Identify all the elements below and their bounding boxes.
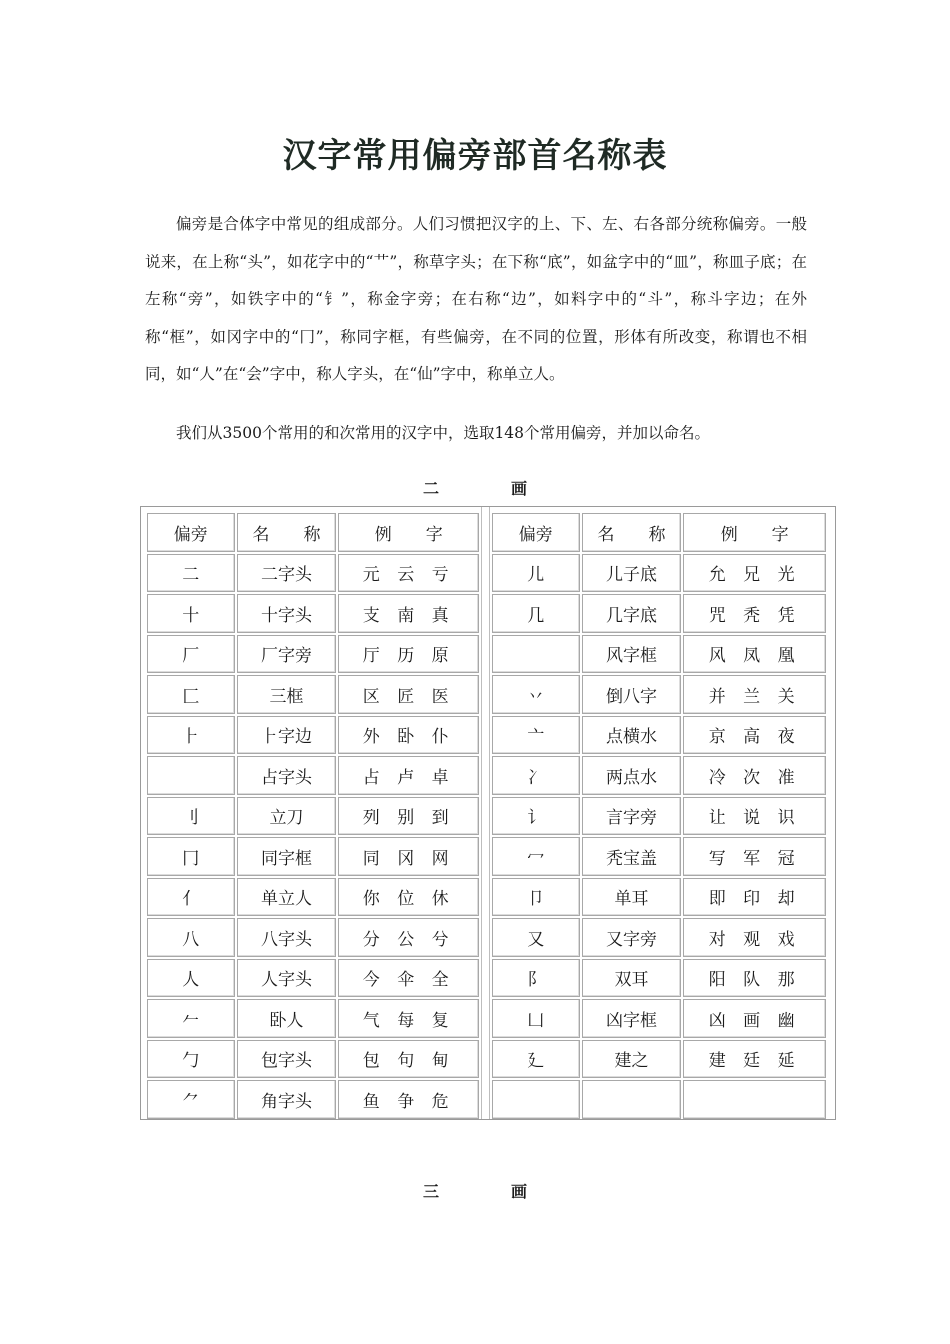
table-row — [492, 635, 826, 674]
table-row — [492, 716, 826, 755]
table-row — [147, 918, 479, 957]
examples-cell: 今 伞 全 — [338, 959, 479, 998]
name-cell: 秃宝盖 — [582, 837, 682, 876]
radical-cell: ⺊ — [147, 716, 235, 755]
radical-cell: 二 — [147, 554, 235, 593]
examples-cell: 同 冈 网 — [338, 837, 479, 876]
examples-cell: 支 南 真 — [338, 594, 479, 633]
table-row — [147, 878, 479, 917]
name-cell: 单立人 — [237, 878, 337, 917]
radical-cell: 人 — [147, 959, 235, 998]
section-heading-three-strokes — [0, 1179, 950, 1202]
examples-cell: 外 卧 仆 — [338, 716, 479, 755]
radical-cell: 讠 — [492, 797, 580, 836]
header-examples: 例 字 — [683, 513, 826, 552]
radical-cell: 勹 — [147, 1040, 235, 1079]
radical-cell: 冂 — [147, 837, 235, 876]
table-row — [147, 1080, 479, 1119]
radical-cell: 儿 — [492, 554, 580, 593]
radical-cell: 八 — [147, 918, 235, 957]
table-row — [492, 999, 826, 1038]
examples-cell: 即 印 却 — [683, 878, 826, 917]
table-row — [492, 959, 826, 998]
table-row — [492, 594, 826, 633]
radical-cell: 又 — [492, 918, 580, 957]
table-header-row — [492, 513, 826, 552]
section-heading-number: 三 — [422, 1182, 439, 1201]
examples-cell: 让 说 识 — [683, 797, 826, 836]
name-cell: 儿子底 — [582, 554, 682, 593]
header-name: 名 称 — [237, 513, 337, 552]
radical-cell: 刂 — [147, 797, 235, 836]
radical-cell: 十 — [147, 594, 235, 633]
radical-cell: 丷 — [492, 675, 580, 714]
radical-table-left — [145, 511, 481, 1115]
examples-cell: 列 别 到 — [338, 797, 479, 836]
table-row — [147, 716, 479, 755]
radical-cell: 亻 — [147, 878, 235, 917]
name-cell — [582, 1080, 682, 1119]
name-cell: 倒八字 — [582, 675, 682, 714]
table-row — [147, 554, 479, 593]
radical-cell: 阝 — [492, 959, 580, 998]
name-cell: 二字头 — [237, 554, 337, 593]
table-row — [492, 554, 826, 593]
name-cell: 十字头 — [237, 594, 337, 633]
table-row — [147, 797, 479, 836]
table-row — [147, 594, 479, 633]
radical-cell: 几 — [492, 594, 580, 633]
table-row — [147, 837, 479, 876]
radical-cell — [147, 756, 235, 795]
examples-cell — [683, 1080, 826, 1119]
name-cell: 单耳 — [582, 878, 682, 917]
section-heading-unit: 画 — [511, 479, 528, 498]
radical-cell: 廴 — [492, 1040, 580, 1079]
table-row — [147, 1040, 479, 1079]
examples-cell: 你 位 休 — [338, 878, 479, 917]
radical-cell: 厂 — [147, 635, 235, 674]
table-row — [492, 918, 826, 957]
examples-cell: 厅 历 原 — [338, 635, 479, 674]
table-header-row — [147, 513, 479, 552]
radical-table-right — [490, 511, 828, 1115]
name-cell: 八字头 — [237, 918, 337, 957]
examples-cell: 凶 画 幽 — [683, 999, 826, 1038]
examples-cell: 京 高 夜 — [683, 716, 826, 755]
examples-cell: 鱼 争 危 — [338, 1080, 479, 1119]
name-cell: 两点水 — [582, 756, 682, 795]
header-radical: 偏旁 — [492, 513, 580, 552]
selection-note: 我们从3500个常用的和次常用的汉字中，选取148个常用偏旁，并加以命名。 — [176, 424, 711, 442]
table-row — [492, 837, 826, 876]
header-examples: 例 字 — [338, 513, 479, 552]
name-cell: 同字框 — [237, 837, 337, 876]
examples-cell: 包 句 甸 — [338, 1040, 479, 1079]
section-heading-two-strokes — [0, 476, 950, 499]
page-title: 汉字常用偏旁部首名称表 — [282, 136, 668, 176]
name-cell: 包字头 — [237, 1040, 337, 1079]
radical-table — [140, 506, 836, 1120]
radical-cell — [492, 635, 580, 674]
header-name: 名 称 — [582, 513, 682, 552]
table-row — [147, 999, 479, 1038]
section-heading-unit: 画 — [511, 1182, 528, 1201]
name-cell: 三框 — [237, 675, 337, 714]
name-cell: 卧人 — [237, 999, 337, 1038]
section-heading-number: 二 — [422, 479, 439, 498]
name-cell: 几字底 — [582, 594, 682, 633]
examples-cell: 分 公 兮 — [338, 918, 479, 957]
table-row — [147, 756, 479, 795]
examples-cell: 写 军 冠 — [683, 837, 826, 876]
table-row — [147, 675, 479, 714]
radical-cell: 凵 — [492, 999, 580, 1038]
name-cell: 人字头 — [237, 959, 337, 998]
table-row — [147, 959, 479, 998]
name-cell: 风字框 — [582, 635, 682, 674]
name-cell: 凶字框 — [582, 999, 682, 1038]
examples-cell: 冷 次 准 — [683, 756, 826, 795]
examples-cell: 阳 队 那 — [683, 959, 826, 998]
radical-cell: 冫 — [492, 756, 580, 795]
radical-cell: 冖 — [492, 837, 580, 876]
table-row — [147, 635, 479, 674]
table-row — [492, 797, 826, 836]
radical-cell: 亠 — [492, 716, 580, 755]
examples-cell: 风 凤 凰 — [683, 635, 826, 674]
table-row — [492, 1040, 826, 1079]
examples-cell: 占 卢 卓 — [338, 756, 479, 795]
header-radical: 偏旁 — [147, 513, 235, 552]
radical-cell — [492, 1080, 580, 1119]
name-cell: ⺊字边 — [237, 716, 337, 755]
name-cell: 厂字旁 — [237, 635, 337, 674]
radical-cell: ⺈ — [147, 1080, 235, 1119]
table-row — [492, 675, 826, 714]
examples-cell: 咒 秃 凭 — [683, 594, 826, 633]
name-cell: 言字旁 — [582, 797, 682, 836]
examples-cell: 建 廷 延 — [683, 1040, 826, 1079]
examples-cell: 对 观 戏 — [683, 918, 826, 957]
table-row — [492, 878, 826, 917]
radical-cell: 𠂉 — [147, 999, 235, 1038]
examples-cell: 区 匠 医 — [338, 675, 479, 714]
examples-cell: 并 兰 关 — [683, 675, 826, 714]
name-cell: 占字头 — [237, 756, 337, 795]
table-row — [492, 756, 826, 795]
radical-cell: 卩 — [492, 878, 580, 917]
name-cell: 又字旁 — [582, 918, 682, 957]
name-cell: 双耳 — [582, 959, 682, 998]
table-row — [492, 1080, 826, 1119]
examples-cell: 气 每 复 — [338, 999, 479, 1038]
name-cell: 建之 — [582, 1040, 682, 1079]
table-divider — [481, 507, 490, 1119]
intro-paragraph: 偏旁是合体字中常见的组成部分。人们习惯把汉字的上、下、左、右各部分统称偏旁。一般说来，在上称“头”，如花字中的“艹”，称草字头；在下称“底”，如盆字中的“皿”，称皿子底；在左称“旁”，如铁字中的“钅”，称金字旁；在右称“边”，如料字中的“斗”，称斗字边；在外称“框”，如冈字中的“冂”，称同字框，有些偏旁，在不同的位置，形体有所改变，称谓也不相同，如“人”在“会”字中，称人字头，在“仙”字中，称单立人。 — [145, 215, 807, 383]
examples-cell: 元 云 亏 — [338, 554, 479, 593]
examples-cell: 允 兄 光 — [683, 554, 826, 593]
radical-cell: 匚 — [147, 675, 235, 714]
name-cell: 点横水 — [582, 716, 682, 755]
name-cell: 立刀 — [237, 797, 337, 836]
name-cell: 角字头 — [237, 1080, 337, 1119]
